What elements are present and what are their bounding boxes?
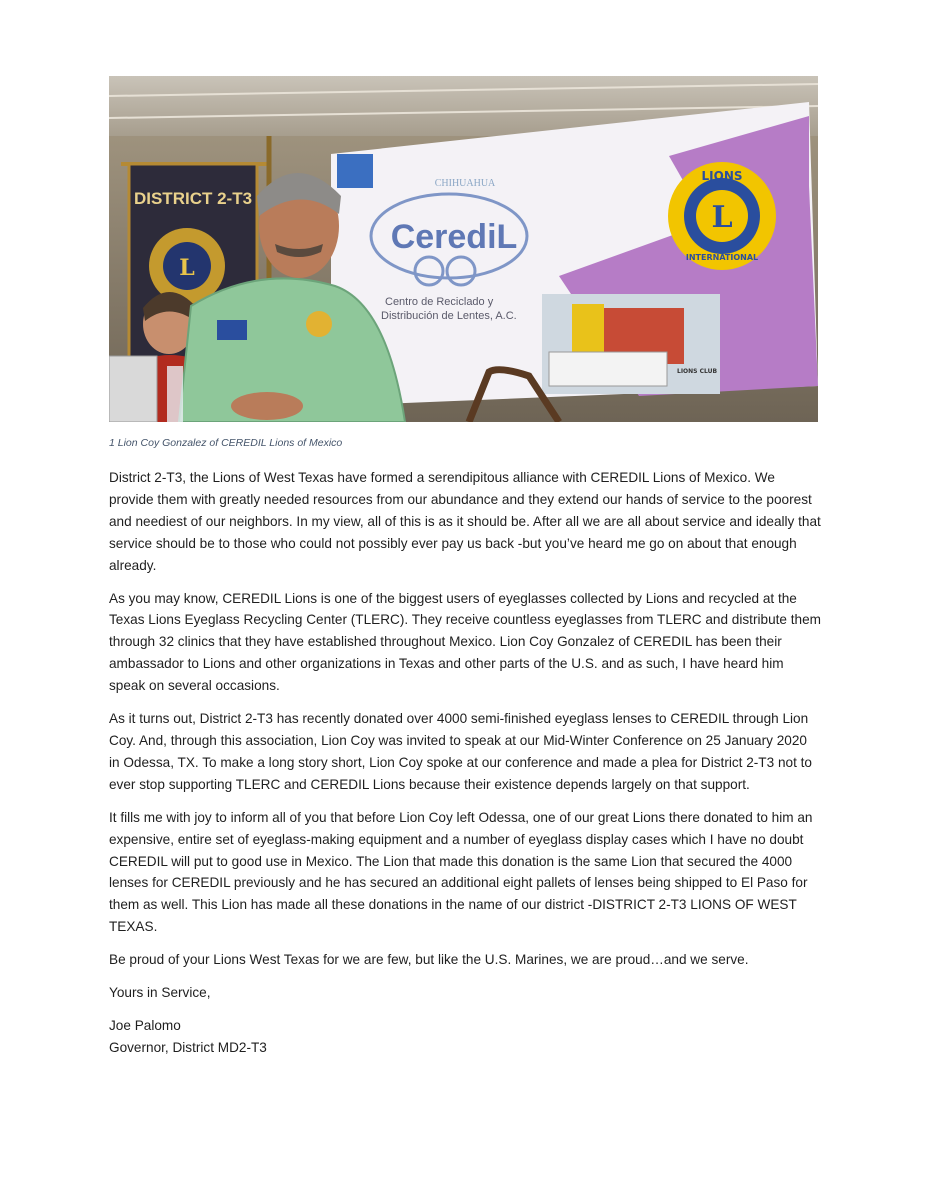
paragraph-4: It fills me with joy to inform all of you that before Lion Coy left Odessa, one of our great Lions there donated to him an expensive, entire set of eyeglass-making equipment and a number of eyeglass display cases which I have no doubt CEREDIL will put to good use in Mexico. The Lion that made this donation is the same Lion that secured the 4000 lenses for CEREDIL previously and he has secured an additional eight pallets of lenses being shipped to El Paso for them as well. This Lion has made all these donations in the name of our district -DISTRICT 2-T3 LIONS OF WEST TEXAS. (109, 809, 813, 935)
svg-text:Centro de Reciclado y: Centro de Reciclado y (385, 296, 494, 308)
signature-name: Joe Palomo (109, 1017, 181, 1033)
lions-international-logo (668, 162, 776, 270)
svg-text:L: L (711, 200, 733, 235)
photo-illustration (109, 76, 818, 422)
slide-building-photo (542, 294, 720, 394)
letter-body (109, 467, 821, 1059)
anniversary-badge (337, 154, 373, 188)
signature-title: Governor, District MD2-T3 (109, 1039, 267, 1055)
photo-caption: 1 Lion Coy Gonzalez of CEREDIL Lions of Mexico (109, 437, 343, 449)
svg-text:Distribución de Lentes, A.C.: Distribución de Lentes, A.C. (381, 310, 517, 322)
paragraph-5: Be proud of your Lions West Texas for we are few, but like the U.S. Marines, we are proud…and we serve. (109, 952, 749, 968)
signature-block (109, 1015, 821, 1059)
svg-text:LIONS: LIONS (701, 169, 743, 183)
paragraph-2: As you may know, CEREDIL Lions is one of the biggest users of eyeglasses collected by Lions and recycled at the Texas Lions Eyeglass Recycling Center (TLERC). They receive countless eyeglasses from TLERC and distribute them through 32 clinics that they have established throughout Mexico. Lion Coy Gonzalez of CEREDIL has been their ambassador to Lions and other organizations in Texas and other parts of the U.S. and as such, I have heard him speak on several occasions. (109, 590, 821, 694)
closing: Yours in Service, (109, 985, 211, 1001)
svg-text:LIONS CLUB: LIONS CLUB (677, 368, 718, 375)
svg-text:L: L (179, 255, 195, 281)
photo (109, 76, 818, 422)
svg-text:CHIHUAHUA: CHIHUAHUA (434, 178, 496, 189)
svg-text:DISTRICT 2-T3: DISTRICT 2-T3 (133, 189, 253, 208)
paragraph-1: District 2-T3, the Lions of West Texas have formed a serendipitous alliance with CEREDIL Lions of Mexico. We provide them with greatly needed resources from our abundance and they extend our hands of service to the poorest and neediest of our neighbors. In my view, all of this is as it should be. After all we are all about service and ideally that service should be to those who could not possibly ever pay us back -but you’ve heard me go on about that enough already. (109, 470, 821, 573)
paragraph-3: As it turns out, District 2-T3 has recently donated over 4000 semi-finished eyeglass lenses to CEREDIL through Lion Coy. And, through this association, Lion Coy was invited to speak at our Mid-Winter Conference on 25 January 2020 in Odessa, TX. To make a long story short, Lion Coy spoke at our conference and made a plea for District 2-T3 not to ever stop supporting TLERC and CEREDIL Lions because their existence depends largely on that support. (109, 711, 812, 792)
svg-text:CerediL: CerediL (390, 218, 518, 256)
laptop (109, 356, 157, 422)
water-bottle (167, 366, 183, 422)
svg-text:INTERNATIONAL: INTERNATIONAL (685, 253, 759, 262)
